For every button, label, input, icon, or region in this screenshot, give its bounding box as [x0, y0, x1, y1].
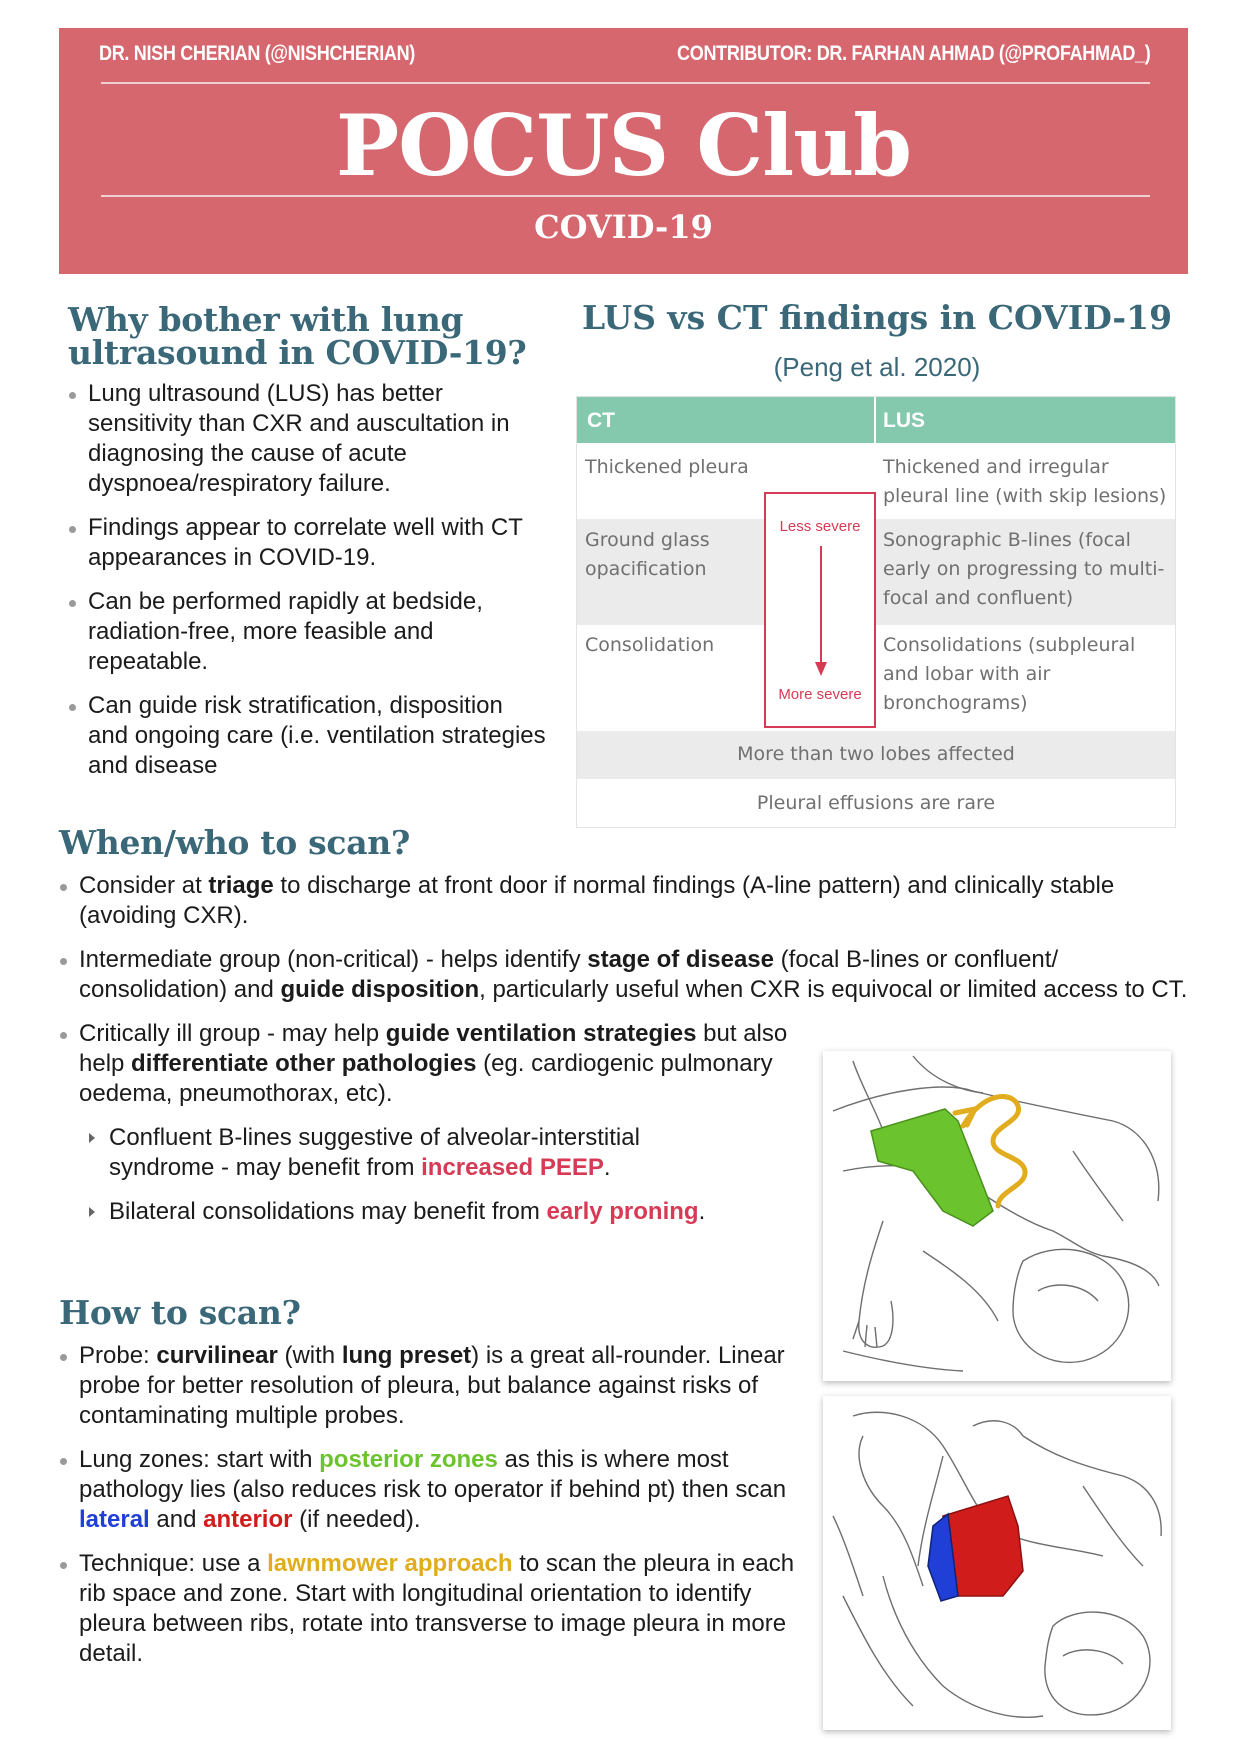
severity-arrow-icon: [812, 546, 830, 680]
text-run: (with: [277, 1342, 342, 1369]
how-bullet-list: [59, 1341, 799, 1669]
column-header-ct: CT: [587, 409, 615, 432]
text-run: Intermediate group (non-critical) - helps identify: [79, 946, 588, 973]
text-run-bold: differentiate other pathologies: [131, 1050, 477, 1077]
column-divider: [874, 397, 876, 443]
text-run-bold: guide disposition: [280, 976, 480, 1003]
page-title: POCUS Club: [336, 96, 911, 195]
text-run-green: posterior zones: [319, 1446, 498, 1473]
why-heading: [68, 300, 527, 372]
text-run: Bilateral consolidations may benefit from: [109, 1198, 547, 1225]
text-run-red: early proning: [546, 1198, 699, 1225]
text-run: (eg. cardiogenic pulmonary oedema, pneumothorax, etc).: [79, 1050, 773, 1107]
when-heading: When/who to scan?: [59, 823, 411, 862]
text-run: Confluent B-lines suggestive of alveolar-interstitial syndrome - may benefit from: [109, 1124, 640, 1181]
header-banner: [59, 28, 1188, 274]
when-bullet-intermediate: [59, 945, 1189, 1005]
text-run: Probe:: [79, 1342, 157, 1369]
less-severe-label: Less severe: [779, 518, 861, 535]
text-run: ) is a great all-rounder. Linear probe for better resolution of pleura, but balance against risks of contaminating multiple probes.: [79, 1342, 785, 1429]
why-bullet: Lung ultrasound (LUS) has better sensitivity than CXR and auscultation in diagnosing the cause of acute dyspnoea/respiratory failure.: [68, 379, 548, 499]
text-run-bold: triage: [208, 872, 274, 899]
effusion-cell: Pleural effusions are rare: [756, 792, 996, 814]
how-bullet-probe: [59, 1341, 799, 1431]
ct-cell: Thickened pleura: [585, 456, 749, 478]
table-row: [577, 731, 1175, 779]
lus-cell: Thickened and irregular pleural line (with skip lesions): [883, 456, 1167, 507]
header-rule-bottom: [101, 195, 1150, 197]
table-header-row: [577, 397, 1175, 443]
author-credit: DR. NISH CHERIAN (@NISHCHERIAN): [99, 42, 415, 65]
how-bullet-zones: [59, 1445, 799, 1535]
lateral-patient-icon: [823, 1396, 1171, 1730]
text-run: Consider at: [79, 872, 209, 899]
text-run: Lung zones: start with: [79, 1446, 320, 1473]
ct-cell: Consolidation: [585, 634, 715, 656]
when-bullet-triage: [59, 871, 1189, 931]
table-row: [577, 519, 1175, 625]
lus-cell: Sonographic B-lines (focal early on progressing to multi-focal and confluent): [883, 529, 1165, 609]
text-run: Technique: use a: [79, 1550, 268, 1577]
text-run: .: [698, 1198, 706, 1225]
text-run-bold: guide ventilation strategies: [385, 1020, 697, 1047]
text-run: to discharge at front door if normal findings (A-line pattern) and clinically stable (avoiding CXR).: [79, 872, 1115, 929]
text-run: as this is where most pathology lies (also reduces risk to operator if behind pt) then scan: [79, 1446, 787, 1503]
text-run: (if needed).: [292, 1506, 421, 1533]
table-row: [577, 779, 1175, 827]
text-run: to scan the pleura in each rib space and zone. Start with longitudinal orientation to identify pleura between ribs, rotate into transverse to image pleura in more detail.: [79, 1550, 795, 1667]
why-bullet: Can be performed rapidly at bedside, radiation-free, more feasible and repeatable.: [68, 587, 548, 677]
page-subtitle: COVID-19: [534, 208, 713, 246]
table-row: [577, 625, 1175, 731]
posterior-scan-illustration: [823, 1051, 1171, 1381]
table-row: [577, 443, 1175, 519]
comparison-title: LUS vs CT findings in COVID-19: [581, 298, 1173, 337]
lateral-anterior-scan-illustration: [823, 1396, 1171, 1730]
sub-bullet-proning: [79, 1197, 819, 1227]
text-run-bold: lung preset: [341, 1342, 472, 1369]
text-run-red: increased PEEP: [421, 1154, 604, 1181]
text-run-bold: curvilinear: [156, 1342, 278, 1369]
why-heading-line1: Why bother with lung: [68, 300, 464, 339]
text-run: Critically ill group - may help: [79, 1020, 386, 1047]
text-run-gold: lawnmower approach: [267, 1550, 513, 1577]
why-heading-line2: ultrasound in COVID-19?: [68, 333, 527, 372]
when-bullet-critical: [59, 1019, 819, 1227]
comparison-reference: (Peng et al. 2020): [773, 352, 981, 382]
column-header-lus: LUS: [883, 409, 925, 432]
prone-patient-icon: [823, 1051, 1171, 1381]
comparison-table: [576, 396, 1176, 828]
text-run-bold: stage of disease: [587, 946, 774, 973]
text-run-blue: lateral: [79, 1506, 150, 1533]
why-bullet: Findings appear to correlate well with CT appearances in COVID-19.: [68, 513, 548, 573]
critical-sub-list: [79, 1123, 819, 1227]
header-rule-top: [101, 82, 1150, 84]
text-run: , particularly useful when CXR is equivocal or limited access to CT.: [479, 976, 1188, 1003]
more-severe-label: More severe: [778, 686, 862, 703]
why-bullet: Can guide risk stratification, disposition and ongoing care (i.e. ventilation strategies and disease: [68, 691, 548, 781]
text-run: .: [603, 1154, 611, 1181]
severity-indicator: [764, 492, 876, 728]
sub-bullet-peep: [79, 1123, 709, 1183]
text-run: (focal B-lines or confluent/ consolidation) and: [79, 946, 1059, 1003]
contributor-credit: CONTRIBUTOR: DR. FARHAN AHMAD (@PROFAHMAD_): [676, 42, 1150, 65]
ct-cell: Ground glass opacification: [585, 529, 710, 580]
why-bullet-list: [68, 379, 548, 781]
lobes-cell: More than two lobes affected: [737, 743, 1015, 765]
text-run: but also help: [79, 1020, 788, 1077]
text-run: and: [149, 1506, 204, 1533]
how-heading: How to scan?: [59, 1293, 301, 1332]
how-bullet-technique: [59, 1549, 799, 1669]
lus-cell: Consolidations (subpleural and lobar with air bronchograms): [883, 634, 1136, 714]
text-run-red: anterior: [203, 1506, 293, 1533]
